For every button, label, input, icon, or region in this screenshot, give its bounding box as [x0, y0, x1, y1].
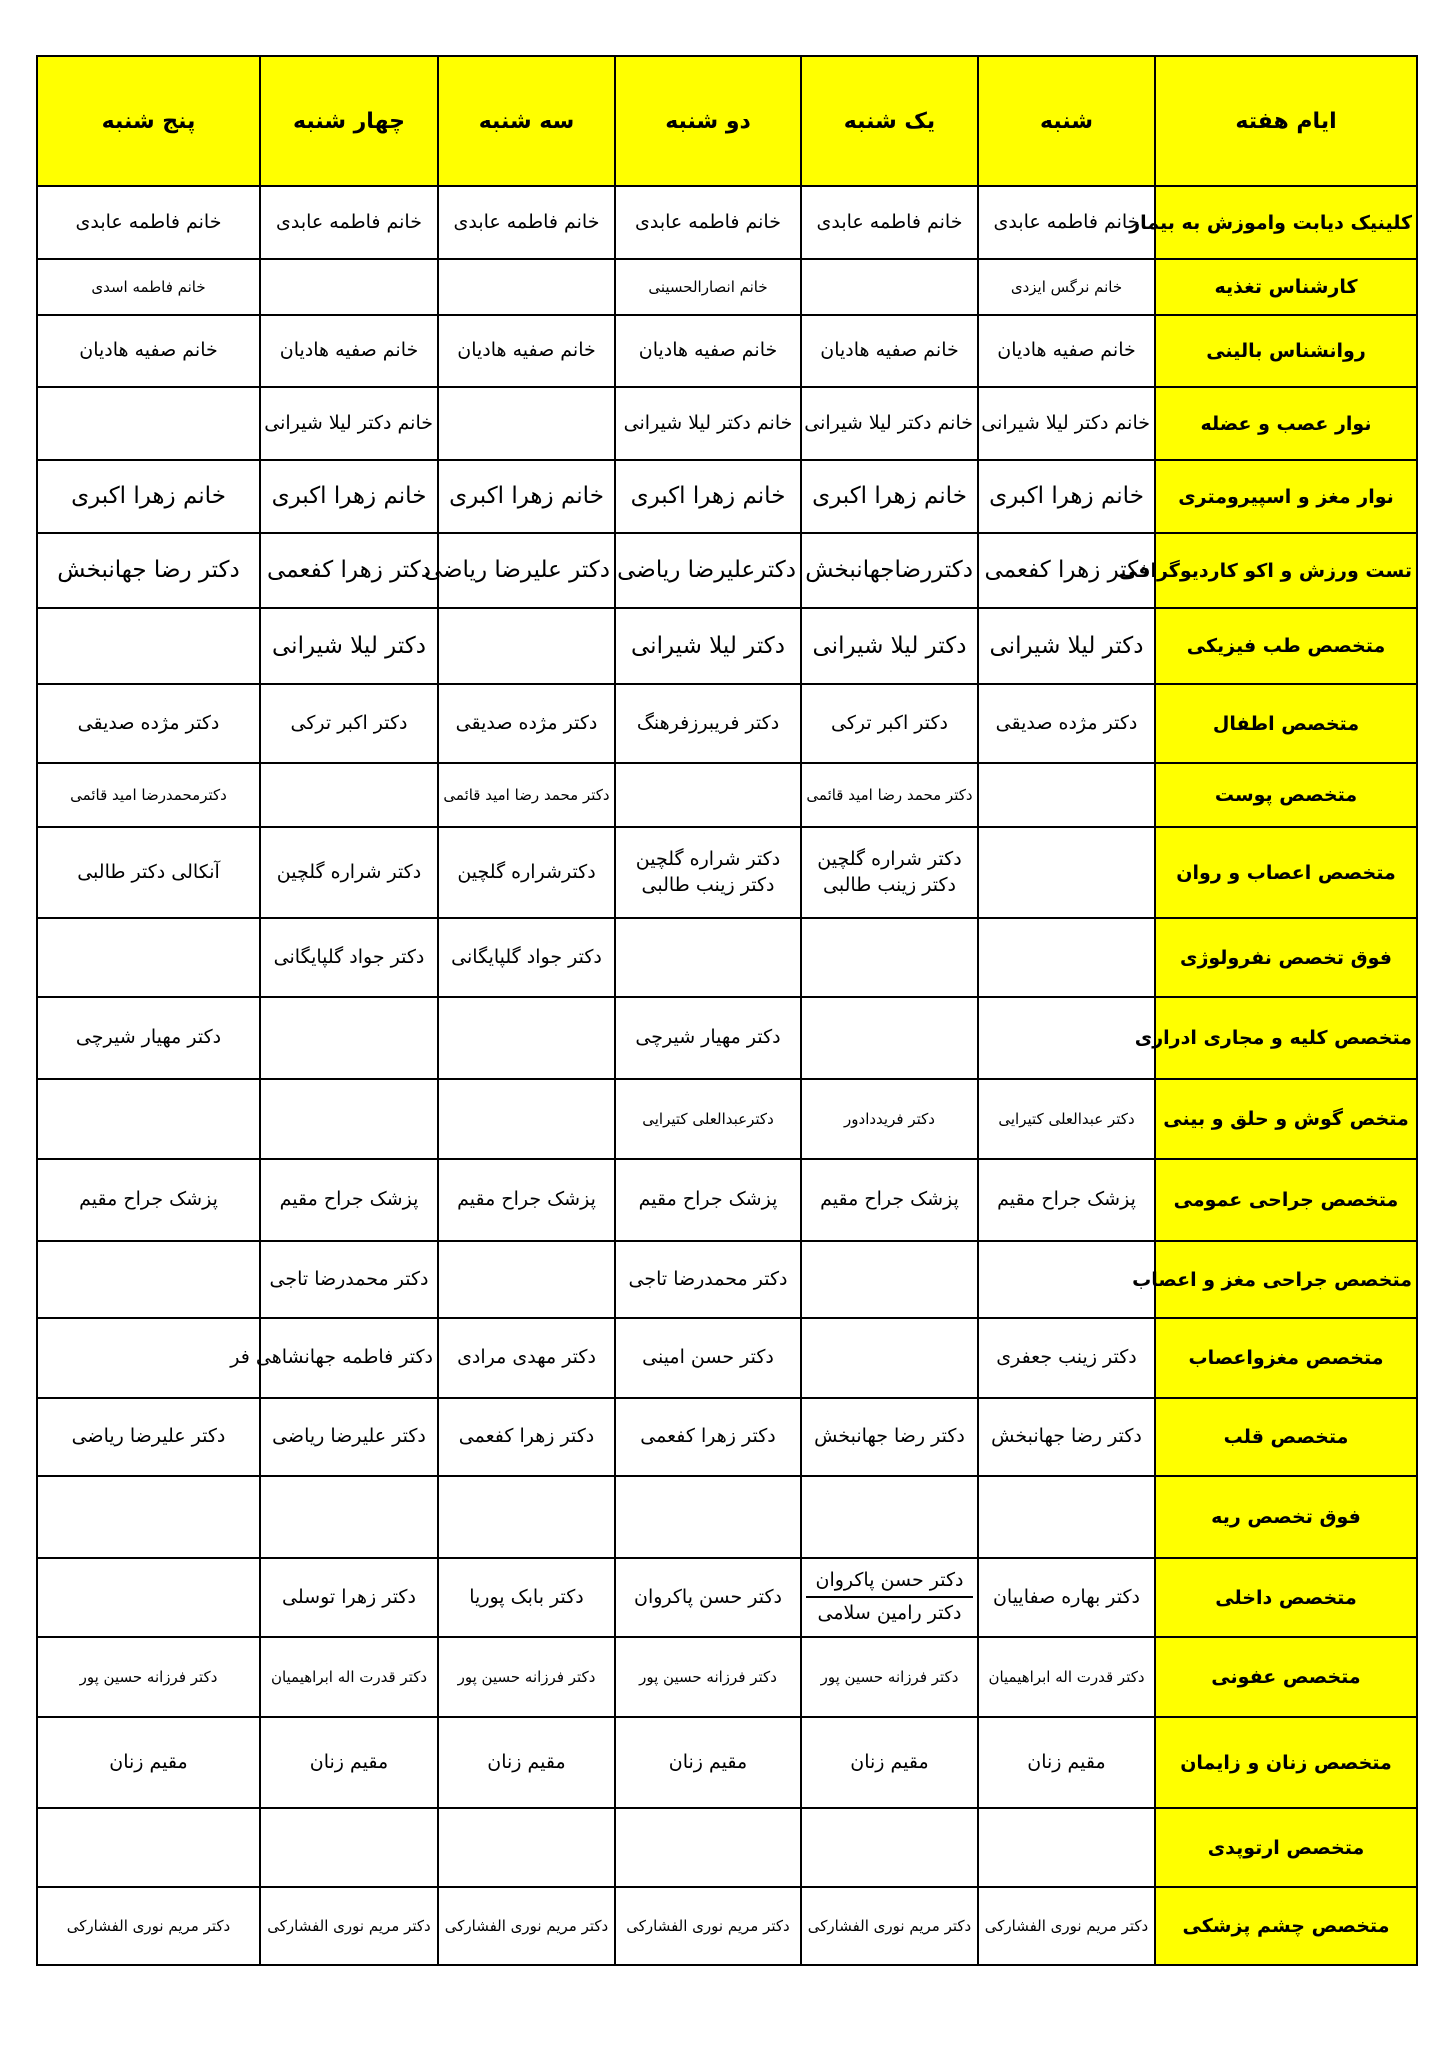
schedule-cell — [978, 1398, 1155, 1476]
schedule-cell — [801, 684, 978, 763]
schedule-cell — [615, 1079, 801, 1159]
schedule-cell — [801, 1808, 978, 1887]
schedule-cell — [438, 1887, 615, 1965]
schedule-cell — [615, 608, 801, 684]
doctor-name: دکتررضاجهانبخش — [805, 557, 973, 584]
schedule-cell — [37, 827, 260, 918]
doctor-name: دکتر لیلا شیرانی — [272, 632, 426, 659]
table-row — [37, 1476, 1417, 1558]
specialty-label: متخصص جراحی مغز و اعصاب — [1155, 1241, 1417, 1318]
doctor-name: خانم صفیه هادیان — [457, 339, 596, 362]
schedule-cell — [260, 1558, 438, 1637]
doctor-name: مقیم زنان — [309, 1750, 389, 1773]
day-header-saturday: شنبه — [978, 56, 1155, 186]
schedule-cell — [438, 1318, 615, 1398]
doctor-name: دکتر اکبر ترکی — [831, 711, 948, 734]
doctor-name: دکتر زهرا کفعمی — [458, 1425, 595, 1448]
schedule-cell — [438, 1717, 615, 1808]
schedule-cell — [260, 918, 438, 997]
schedule-cell — [438, 1808, 615, 1887]
schedule-cell — [978, 1079, 1155, 1159]
schedule-cell — [801, 533, 978, 608]
schedule-cell — [615, 684, 801, 763]
schedule-cell — [615, 1159, 801, 1241]
schedule-cell — [260, 259, 438, 315]
schedule-cell — [801, 918, 978, 997]
schedule-cell — [801, 259, 978, 315]
doctor-name: مقیم زنان — [487, 1750, 566, 1773]
doctor-name: خانم دکتر لیلا شیرانی — [264, 411, 433, 434]
schedule-cell — [615, 1476, 801, 1558]
schedule-cell — [260, 1241, 438, 1318]
schedule-cell — [260, 1159, 438, 1241]
table-row — [37, 1558, 1417, 1637]
specialty-label: روانشناس بالینی — [1155, 315, 1417, 387]
doctor-name: خانم زهرا اکبری — [989, 483, 1144, 510]
schedule-cell — [978, 259, 1155, 315]
schedule-cell — [978, 1558, 1155, 1637]
doctor-name: دکتر قدرت اله ابراهیمیان — [988, 1667, 1145, 1686]
doctor-name: دکتر علیرضا ریاضی — [71, 1425, 226, 1448]
specialty-label: متخصص پوست — [1155, 763, 1417, 827]
schedule-cell — [978, 1159, 1155, 1241]
doctor-name: دکتر فرزانه حسین پور — [639, 1667, 777, 1686]
doctor-name: خانم زهرا اکبری — [449, 483, 604, 510]
schedule-cell — [615, 1808, 801, 1887]
day-header-sunday: یک شنبه — [801, 56, 978, 186]
specialty-label: متخصص مغزواعصاب — [1155, 1318, 1417, 1398]
schedule-cell — [37, 1887, 260, 1965]
schedule-cell — [615, 315, 801, 387]
schedule-cell — [260, 608, 438, 684]
doctor-name: دکتر رضا جهانبخش — [57, 557, 240, 584]
schedule-cell — [615, 997, 801, 1079]
schedule-cell — [438, 827, 615, 918]
schedule-cell — [260, 1887, 438, 1965]
schedule-cell — [260, 1079, 438, 1159]
schedule-cell — [978, 387, 1155, 460]
specialty-label: متخصص اطفال — [1155, 684, 1417, 763]
schedule-cell — [801, 1717, 978, 1808]
specialty-label: کلینیک دیابت واموزش به بیمار — [1155, 186, 1417, 259]
doctor-name: دکتر محمدرضا تاجی — [628, 1267, 788, 1290]
day-header-tuesday: سه شنبه — [438, 56, 615, 186]
doctor-name: دکتر زهرا کفعمی — [640, 1425, 776, 1448]
doctor-name: دکتر عبدالعلی کتیرایی — [998, 1109, 1135, 1128]
schedule-cell — [978, 997, 1155, 1079]
schedule-cell — [37, 1318, 260, 1398]
schedule-cell — [260, 315, 438, 387]
schedule-cell — [438, 1159, 615, 1241]
specialty-label: فوق تخصص ریه — [1155, 1476, 1417, 1558]
table-row — [37, 1398, 1417, 1476]
doctor-name: دکتر فرزانه حسین پور — [820, 1667, 959, 1686]
table-row — [37, 1241, 1417, 1318]
schedule-cell — [260, 763, 438, 827]
schedule-cell — [438, 1476, 615, 1558]
specialty-label: نوار مغز و اسپیرومتری — [1155, 460, 1417, 533]
doctor-name: خانم انصارالحسینی — [648, 277, 768, 296]
table-row — [37, 1808, 1417, 1887]
specialty-label: متخص گوش و حلق و بینی — [1155, 1079, 1417, 1159]
schedule-cell — [978, 533, 1155, 608]
doctor-name: دکتر فاطمه جهانشاهی فر — [230, 1346, 433, 1369]
doctor-name: خانم صفیه هادیان — [820, 339, 959, 362]
doctor-name: دکتر محمدرضا تاجی — [269, 1267, 429, 1290]
doctor-name: دکترعلیرضا ریاضی — [617, 557, 796, 584]
doctor-name: دکتر حسن امینی — [642, 1346, 774, 1369]
doctor-name: مقیم زنان — [668, 1750, 748, 1773]
schedule-cell — [978, 1241, 1155, 1318]
schedule-cell — [37, 1241, 260, 1318]
doctor-name: پزشک جراح مقیم — [457, 1188, 596, 1211]
doctor-name: دکتر زهرا توسلی — [282, 1585, 416, 1608]
schedule-cell — [801, 1398, 978, 1476]
schedule-cell — [260, 387, 438, 460]
doctor-name: دکتر شراره گلچین — [635, 847, 781, 870]
doctor-name: دکتر مهدی مرادی — [457, 1346, 596, 1369]
doctor-name: خانم دکتر لیلا شیرانی — [804, 411, 973, 434]
doctor-name: خانم زهرا اکبری — [812, 483, 967, 510]
schedule-cell — [438, 387, 615, 460]
schedule-cell — [615, 1318, 801, 1398]
schedule-cell — [37, 533, 260, 608]
table-row — [37, 997, 1417, 1079]
schedule-cell — [37, 997, 260, 1079]
doctor-name: مقیم زنان — [1027, 1750, 1106, 1773]
schedule-cell — [801, 387, 978, 460]
doctor-name: دکتر حسن پاکروان — [806, 1569, 973, 1598]
schedule-cell — [615, 259, 801, 315]
doctor-name: دکتر لیلا شیرانی — [989, 632, 1144, 659]
doctor-name: دکتر بابک پوریا — [469, 1585, 584, 1608]
schedule-cell — [978, 608, 1155, 684]
specialty-label: متخصص طب فیزیکی — [1155, 608, 1417, 684]
schedule-cell — [260, 1398, 438, 1476]
doctor-name: خانم صفیه هادیان — [79, 339, 218, 362]
schedule-cell — [801, 763, 978, 827]
doctor-name: دکتر اکبر ترکی — [290, 711, 408, 734]
schedule-cell — [615, 1717, 801, 1808]
doctor-name: دکتر لیلا شیرانی — [812, 632, 967, 659]
schedule-cell — [260, 997, 438, 1079]
schedule-cell — [438, 315, 615, 387]
header-row — [37, 56, 1417, 186]
schedule-cell — [801, 827, 978, 918]
doctor-name: دکتر فریددادور — [844, 1109, 935, 1128]
table-row — [37, 827, 1417, 918]
schedule-cell — [978, 1887, 1155, 1965]
specialty-label: متخصص قلب — [1155, 1398, 1417, 1476]
schedule-cell — [801, 186, 978, 259]
schedule-cell — [615, 918, 801, 997]
schedule-cell — [37, 387, 260, 460]
doctor-name: دکتر رامین سلامی — [817, 1602, 962, 1624]
schedule-cell — [438, 763, 615, 827]
doctor-name: دکترمحمدرضا امید قائمی — [70, 785, 227, 804]
doctor-name: خانم صفیه هادیان — [997, 339, 1136, 362]
schedule-cell — [37, 186, 260, 259]
schedule-cell — [438, 1079, 615, 1159]
doctor-name: دکتر قدرت اله ابراهیمیان — [270, 1667, 428, 1686]
doctor-name: دکتر مهیار شیرچی — [75, 1026, 222, 1049]
doctor-name: خانم فاطمه عابدی — [816, 210, 963, 233]
doctor-name: خانم فاطمه عابدی — [276, 210, 422, 233]
doctor-name: پزشک جراح مقیم — [820, 1188, 959, 1211]
doctor-name: خانم فاطمه عابدی — [635, 210, 781, 233]
schedule-cell — [615, 1398, 801, 1476]
schedule-cell — [801, 1637, 978, 1717]
doctor-name: دکتر مژده صدیقی — [77, 711, 220, 734]
schedule-cell — [978, 918, 1155, 997]
specialty-label: کارشناس تغذیه — [1155, 259, 1417, 315]
schedule-cell — [260, 533, 438, 608]
schedule-cell — [37, 315, 260, 387]
day-header-wednesday: چهار شنبه — [260, 56, 438, 186]
schedule-cell — [37, 1398, 260, 1476]
schedule-cell — [438, 1398, 615, 1476]
specialty-label: نوار عصب و عضله — [1155, 387, 1417, 460]
schedule-cell — [438, 259, 615, 315]
doctor-name: دکتر محمد رضا امید قائمی — [806, 785, 973, 804]
schedule-cell — [801, 1079, 978, 1159]
schedule-cell — [438, 1241, 615, 1318]
schedule-cell — [260, 827, 438, 918]
specialty-label: متخصص زنان و زایمان — [1155, 1717, 1417, 1808]
schedule-cell — [978, 1637, 1155, 1717]
schedule-cell — [615, 533, 801, 608]
schedule-cell — [615, 460, 801, 533]
doctor-name: دکتر مژده صدیقی — [995, 711, 1138, 734]
schedule-cell — [978, 1808, 1155, 1887]
table-row — [37, 1717, 1417, 1808]
table-row — [37, 259, 1417, 315]
clinic-weekly-schedule — [36, 55, 1418, 1966]
doctor-name: خانم زهرا اکبری — [630, 483, 786, 510]
schedule-cell — [801, 1241, 978, 1318]
doctor-name: خانم فاطمه اسدی — [91, 277, 206, 296]
doctor-name: دکتر شراره گلچین — [276, 860, 422, 883]
schedule-cell — [438, 1558, 615, 1637]
doctor-name: خانم فاطمه عابدی — [75, 210, 222, 233]
schedule-cell — [801, 315, 978, 387]
schedule-cell — [801, 608, 978, 684]
doctor-name: دکتر رضا جهانبخش — [991, 1425, 1142, 1448]
doctor-name: دکتر مریم نوری الفشارکی — [984, 1916, 1149, 1935]
table-row — [37, 608, 1417, 684]
doctor-name: خانم صفیه هادیان — [279, 339, 419, 362]
doctor-name: دکتر مریم نوری الفشارکی — [267, 1916, 431, 1935]
doctor-name: دکتر مریم نوری الفشارکی — [807, 1916, 972, 1935]
schedule-cell — [260, 1808, 438, 1887]
day-header-monday: دو شنبه — [615, 56, 801, 186]
doctor-name: دکتر محمد رضا امید قائمی — [443, 785, 610, 804]
doctor-name: دکتر مریم نوری الفشارکی — [626, 1916, 790, 1935]
schedule-cell — [37, 1079, 260, 1159]
doctor-name: خانم فاطمه عابدی — [453, 210, 600, 233]
specialty-label: فوق تخصص نفرولوژی — [1155, 918, 1417, 997]
specialty-label: متخصص عفونی — [1155, 1637, 1417, 1717]
schedule-cell — [37, 918, 260, 997]
schedule-cell — [438, 1637, 615, 1717]
schedule-cell — [801, 1318, 978, 1398]
table-row — [37, 1079, 1417, 1159]
schedule-cell — [438, 186, 615, 259]
doctor-name: خانم دکتر لیلا شیرانی — [623, 411, 793, 434]
schedule-cell — [37, 460, 260, 533]
schedule-cell — [37, 259, 260, 315]
schedule-cell — [37, 763, 260, 827]
doctor-name: دکتر رضا جهانبخش — [814, 1425, 965, 1448]
doctor-name: دکتر مژده صدیقی — [455, 711, 598, 734]
schedule-cell — [978, 315, 1155, 387]
specialty-label: تست ورزش و اکو کاردیوگرافی — [1155, 533, 1417, 608]
doctor-name: دکتر مریم نوری الفشارکی — [66, 1916, 231, 1935]
doctor-name: دکتر شراره گلچین — [817, 847, 962, 870]
schedule-cell — [615, 827, 801, 918]
doctor-name: دکتر علیرضا ریاضی — [272, 1425, 426, 1448]
schedule-cell — [801, 1159, 978, 1241]
doctor-name: دکتر جواد گلپایگانی — [451, 945, 602, 968]
schedule-cell — [801, 1476, 978, 1558]
specialty-label: متخصص ارتوپدی — [1155, 1808, 1417, 1887]
schedule-cell — [978, 763, 1155, 827]
schedule-cell — [438, 460, 615, 533]
table-row — [37, 1159, 1417, 1241]
weekdays-header-label: ایام هفته — [1235, 108, 1337, 134]
doctor-name: دکتر زهرا کفعمی — [984, 557, 1149, 584]
specialty-label: متخصص کلیه و مجاری ادراری — [1155, 997, 1417, 1079]
schedule-cell — [37, 1159, 260, 1241]
schedule-cell — [230, 1318, 438, 1398]
doctor-name: دکتر فریبرزفرهنگ — [636, 711, 780, 734]
table-row — [37, 387, 1417, 460]
doctor-name: دکتر زینب جعفری — [996, 1346, 1137, 1369]
schedule-cell — [260, 684, 438, 763]
schedule-cell — [37, 1808, 260, 1887]
table-row — [37, 1637, 1417, 1717]
schedule-cell — [615, 763, 801, 827]
doctor-name: خانم صفیه هادیان — [638, 339, 778, 362]
schedule-cell — [438, 997, 615, 1079]
doctor-name: دکتر جواد گلپایگانی — [273, 945, 425, 968]
table-row — [37, 918, 1417, 997]
doctor-name: پزشک جراح مقیم — [279, 1188, 419, 1211]
doctor-name: خانم دکتر لیلا شیرانی — [981, 411, 1150, 434]
doctor-name: دکتر حسن پاکروان — [634, 1585, 782, 1608]
schedule-cell — [615, 387, 801, 460]
doctor-name: خانم زهرا اکبری — [71, 483, 226, 510]
schedule-cell — [801, 460, 978, 533]
doctor-name: مقیم زنان — [109, 1750, 188, 1773]
doctor-name: دکترشراره گلچین — [457, 860, 596, 883]
doctor-name: مقیم زنان — [850, 1750, 929, 1773]
doctor-name: دکتر علیرضا ریاضی — [423, 557, 610, 584]
doctor-name: پزشک جراح مقیم — [997, 1188, 1136, 1211]
schedule-cell — [260, 186, 438, 259]
schedule-cell — [615, 186, 801, 259]
schedule-cell — [615, 1887, 801, 1965]
schedule-cell — [978, 827, 1155, 918]
schedule-cell — [801, 1558, 978, 1637]
schedule-cell — [801, 997, 978, 1079]
doctor-name: دکتر فرزانه حسین پور — [457, 1667, 596, 1686]
table-row — [37, 1318, 1417, 1398]
schedule-cell — [37, 1476, 260, 1558]
table-row — [37, 763, 1417, 827]
doctor-name: خانم نرگس ایزدی — [1010, 277, 1123, 296]
doctor-name: دکتر مریم نوری الفشارکی — [444, 1916, 609, 1935]
specialty-label: متخصص چشم پزشکی — [1155, 1887, 1417, 1965]
doctor-name: دکتر زینب طالبی — [641, 873, 775, 896]
specialty-label: متخصص اعصاب و روان — [1155, 827, 1417, 918]
doctor-name: خانم فاطمه عابدی — [993, 210, 1140, 233]
specialty-label: متخصص جراحی عمومی — [1155, 1159, 1417, 1241]
schedule-cell — [260, 1637, 438, 1717]
schedule-cell — [438, 918, 615, 997]
doctor-name: دکتر زینب طالبی — [823, 873, 956, 896]
schedule-cell — [260, 1717, 438, 1808]
schedule-cell — [978, 1717, 1155, 1808]
schedule-cell — [978, 1476, 1155, 1558]
doctor-name: دکتر لیلا شیرانی — [631, 632, 785, 659]
schedule-cell — [615, 1637, 801, 1717]
table-row — [37, 1887, 1417, 1965]
schedule-cell — [37, 1717, 260, 1808]
schedule-cell — [438, 684, 615, 763]
schedule-cell — [37, 1637, 260, 1717]
doctor-name: دکتر زهرا کفعمی — [267, 557, 431, 584]
doctor-name: خانم زهرا اکبری — [271, 483, 427, 510]
table-row — [37, 684, 1417, 763]
doctor-name: دکترعبدالعلی کتیرایی — [642, 1109, 774, 1128]
doctor-name: پزشک جراح مقیم — [638, 1188, 778, 1211]
specialty-label: متخصص داخلی — [1155, 1558, 1417, 1637]
table-row — [37, 533, 1417, 608]
schedule-cell — [978, 186, 1155, 259]
schedule-cell — [978, 684, 1155, 763]
table-row — [37, 315, 1417, 387]
doctor-name: پزشک جراح مقیم — [79, 1188, 218, 1211]
schedule-cell — [438, 608, 615, 684]
schedule-cell — [978, 460, 1155, 533]
day-header-thursday: پنج شنبه — [37, 56, 260, 186]
table-row — [37, 460, 1417, 533]
schedule-cell — [260, 460, 438, 533]
schedule-cell — [978, 1318, 1155, 1398]
doctor-name: آنکالی دکتر طالبی — [77, 860, 220, 883]
doctor-name: دکتر مهیار شیرچی — [635, 1026, 781, 1049]
table-row — [37, 186, 1417, 259]
schedule-cell — [260, 1476, 438, 1558]
weekdays-header — [1155, 56, 1417, 186]
doctor-name: دکتر فرزانه حسین پور — [79, 1667, 218, 1686]
schedule-cell — [801, 1887, 978, 1965]
schedule-cell — [37, 1558, 260, 1637]
schedule-cell — [37, 608, 260, 684]
doctor-name: دکتر بهاره صفاییان — [992, 1585, 1141, 1608]
schedule-cell — [37, 684, 260, 763]
schedule-cell — [423, 533, 615, 608]
schedule-cell — [615, 1558, 801, 1637]
schedule-cell — [615, 1241, 801, 1318]
